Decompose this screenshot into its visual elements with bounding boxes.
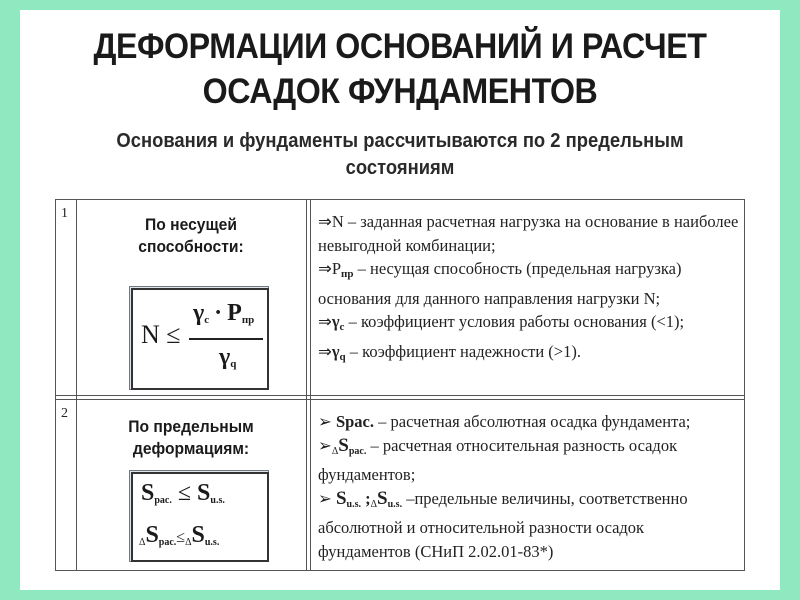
bullet-arrow-icon: ➢ [318,412,332,431]
list-item [318,210,740,257]
item-text: – расчетная абсолютная осадка фундамента; [374,412,691,431]
symbol: Spac. [335,412,375,431]
bullet-arrow-icon: ➢ [318,435,332,455]
formula-line-2 [139,522,219,549]
item-text: – расчетная относительная разность осадок фундаментов; [318,435,678,484]
slide-title [50,24,749,114]
subscript: c [204,314,210,326]
delta-icon: Δ [370,498,378,510]
le-operator: ≤ [171,480,198,506]
row-heading [87,214,295,258]
subscript: рас. [348,445,367,457]
item-text: – коэффициент условия работы основания (<1); [344,312,685,331]
formula-numerator [193,300,254,327]
table-divider [76,200,77,570]
slide-subtitle [50,128,749,182]
subscript: пр [241,314,255,326]
s-symbol: S [145,522,159,548]
bullet-arrow-icon: ➢ [318,488,332,508]
symbol: S [335,487,347,509]
symbol: γ [331,312,340,331]
list-item [318,410,740,434]
list-item [318,257,740,310]
formula-denominator [219,344,236,371]
list-item [318,434,740,487]
subscript: q [230,358,237,370]
gamma-symbol: γ [219,344,231,370]
slide [20,10,780,590]
delta-icon: Δ [139,537,146,548]
delta-icon: Δ [331,445,339,457]
row-number: 1 [61,206,68,221]
item-text: –предельные величины, соответственно абсолютной и относительной разности осадок фундаментов (СНиП 2.02.01-83*) [318,488,688,561]
subscript: u.s. [346,498,361,510]
table-divider [306,200,307,570]
symbol: P [331,259,342,278]
le-operator: ≤ [176,529,186,546]
subtitle-line-1: Основания и фундаменты рассчитываются по 2 предельным [116,130,684,152]
subtitle-line-2: состояниям [345,157,455,179]
table-divider [310,200,311,570]
arrow-icon: ⇒ [318,312,332,331]
row-heading-line: способности: [138,237,244,256]
symbol: N [331,212,344,231]
arrow-icon: ⇒ [318,259,332,278]
subscript: рас. [158,537,177,548]
symbol: S [338,434,349,456]
row-heading-line: По предельным [128,417,254,436]
gamma-symbol: γ [193,300,205,326]
formula-box [129,470,269,562]
subscript: u.s. [204,537,220,548]
arrow-icon: ⇒ [318,341,332,361]
s-symbol: S [191,522,205,548]
table-divider [56,395,744,396]
dot-operator: · [214,300,223,326]
arrow-icon: ⇒ [318,212,332,231]
row-heading-line: деформациям: [132,439,250,458]
subscript: q [339,350,346,363]
item-text: – несущая способность (предельная нагрузка) основания для данного направления нагрузки N; [318,259,682,308]
limit-states-table [55,199,745,571]
row-heading-line: По несущей [145,215,237,234]
delta-icon: Δ [185,537,192,548]
item-text: – заданная расчетная нагрузка на основание в наиболее невыгодной комбинации; [318,212,739,255]
list-item [318,310,740,340]
row-number: 2 [61,406,68,421]
subscript: c [339,321,345,333]
title-line-1: ДЕФОРМАЦИИ ОСНОВАНИЙ И РАСЧЕТ [93,27,707,66]
table-divider [56,399,744,400]
p-symbol: P [227,300,242,326]
separator: ; [360,488,371,508]
fraction-bar [189,338,263,340]
formula-frame [131,472,269,562]
symbol: S [377,487,388,509]
subscript: рас. [154,495,172,506]
row-heading [87,416,295,460]
row-description [318,210,740,369]
list-item [318,340,740,370]
title-line-2: ОСАДОК ФУНДАМЕНТОВ [202,72,598,111]
subscript: u.s. [210,495,225,506]
formula-lhs: N ≤ [141,320,181,349]
item-text: – коэффициент надежности (>1). [345,341,581,361]
row-description [318,410,740,563]
s-symbol: S [197,480,211,506]
list-item [318,487,740,564]
formula-box [129,286,269,390]
symbol: γ [331,341,340,361]
formula-line-1 [141,480,225,507]
s-symbol: S [141,480,155,506]
subscript: u.s. [387,498,403,510]
subscript: пр [341,268,354,280]
formula-frame [131,288,269,390]
